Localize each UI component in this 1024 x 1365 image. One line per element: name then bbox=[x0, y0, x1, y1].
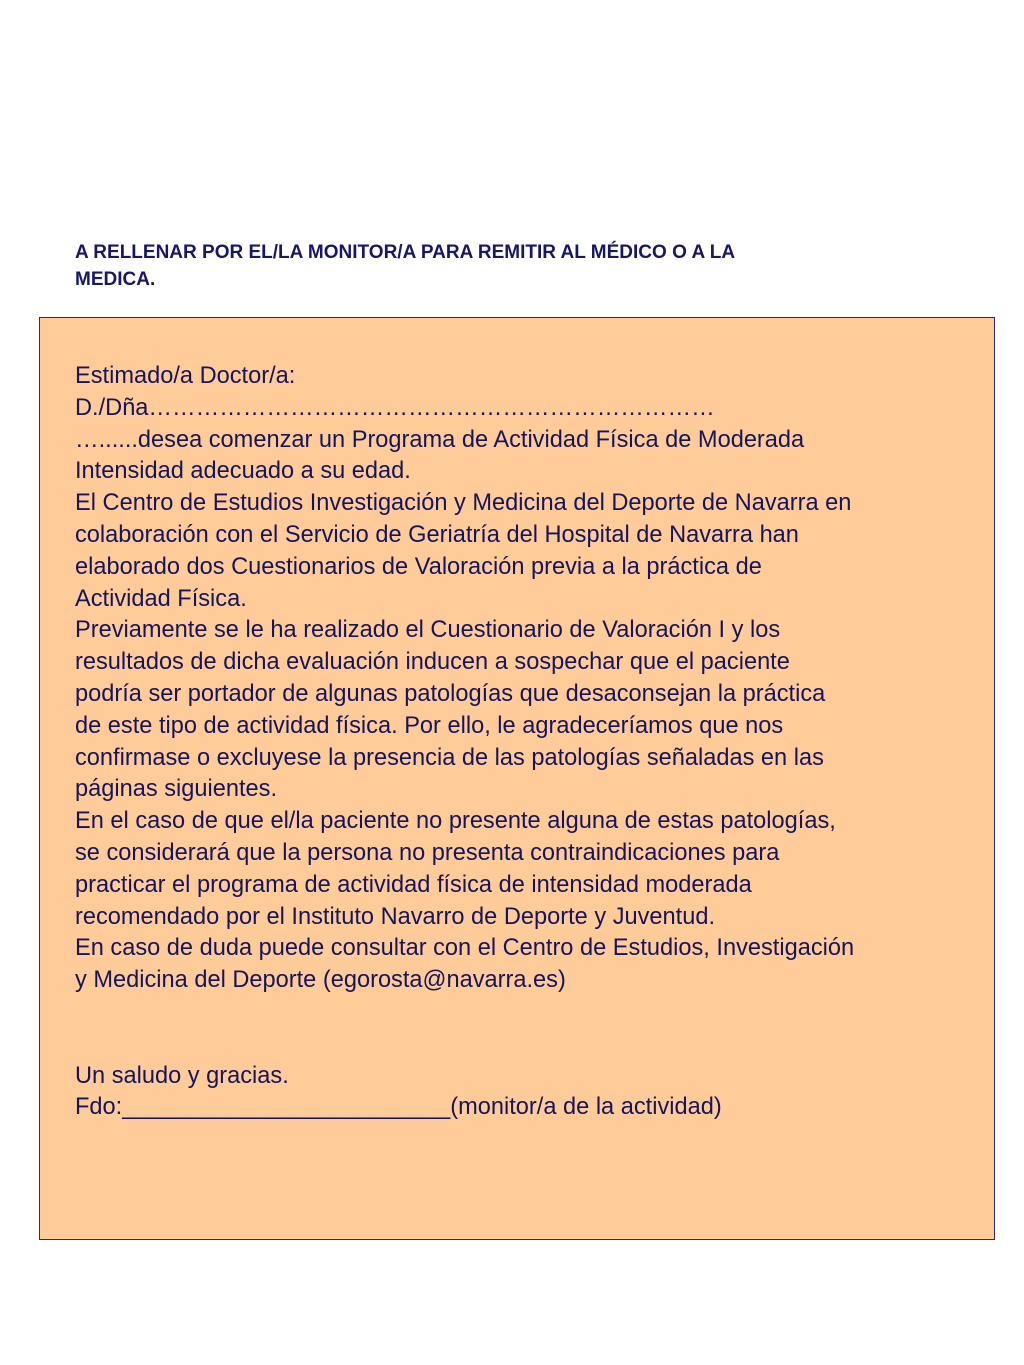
letter-line: En caso de duda puede consultar con el Centro de Estudios, Investigación bbox=[75, 935, 855, 962]
letter-line: confirmase o excluyese la presencia de las patologías señaladas en las bbox=[75, 744, 824, 771]
letter-line: En el caso de que el/la paciente no presente alguna de estas patologías, bbox=[75, 808, 836, 835]
patient-name-line: D./Dña……………………………………………………………… bbox=[75, 394, 715, 421]
letter-line: se considerará que la persona no presenta contraindicaciones para bbox=[75, 839, 780, 866]
closing: Un saludo y gracias. bbox=[75, 1062, 289, 1089]
letter-line: practicar el programa de actividad física de intensidad moderada bbox=[75, 871, 752, 898]
letter-box bbox=[39, 317, 995, 1240]
letter-line: elaborado dos Cuestionarios de Valoración previa a la práctica de bbox=[75, 553, 762, 580]
letter-line: colaboración con el Servicio de Geriatría del Hospital de Navarra han bbox=[75, 521, 799, 548]
header-line-2: MEDICA. bbox=[75, 269, 156, 290]
letter-line: …......desea comenzar un Programa de Actividad Física de Moderada bbox=[75, 426, 805, 453]
form-header bbox=[75, 239, 955, 293]
letter-line: y Medicina del Deporte (egorosta@navarra.es) bbox=[75, 967, 566, 994]
letter-line: El Centro de Estudios Investigación y Medicina del Deporte de Navarra en bbox=[75, 490, 852, 517]
blank-gap bbox=[75, 997, 975, 1061]
letter-body bbox=[75, 361, 975, 1124]
letter-line: de este tipo de actividad física. Por ello, le agradeceríamos que nos bbox=[75, 712, 784, 739]
letter-line: páginas siguientes. bbox=[75, 776, 277, 803]
letter-line: podría ser portador de algunas patologías que desaconsejan la práctica bbox=[75, 680, 826, 707]
salutation: Estimado/a Doctor/a: bbox=[75, 363, 296, 389]
header-line-1: A RELLENAR POR EL/LA MONITOR/A PARA REMITIR AL MÉDICO O A LA bbox=[75, 242, 736, 263]
letter-line: recomendado por el Instituto Navarro de Deporte y Juventud. bbox=[75, 903, 716, 930]
letter-line: resultados de dicha evaluación inducen a sospechar que el paciente bbox=[75, 649, 790, 676]
letter-line: Intensidad adecuado a su edad. bbox=[75, 458, 411, 485]
signature-line: Fdo:_________________________(monitor/a de la actividad) bbox=[75, 1094, 722, 1121]
letter-line: Actividad Física. bbox=[75, 585, 247, 612]
letter-line: Previamente se le ha realizado el Cuestionario de Valoración I y los bbox=[75, 617, 781, 644]
